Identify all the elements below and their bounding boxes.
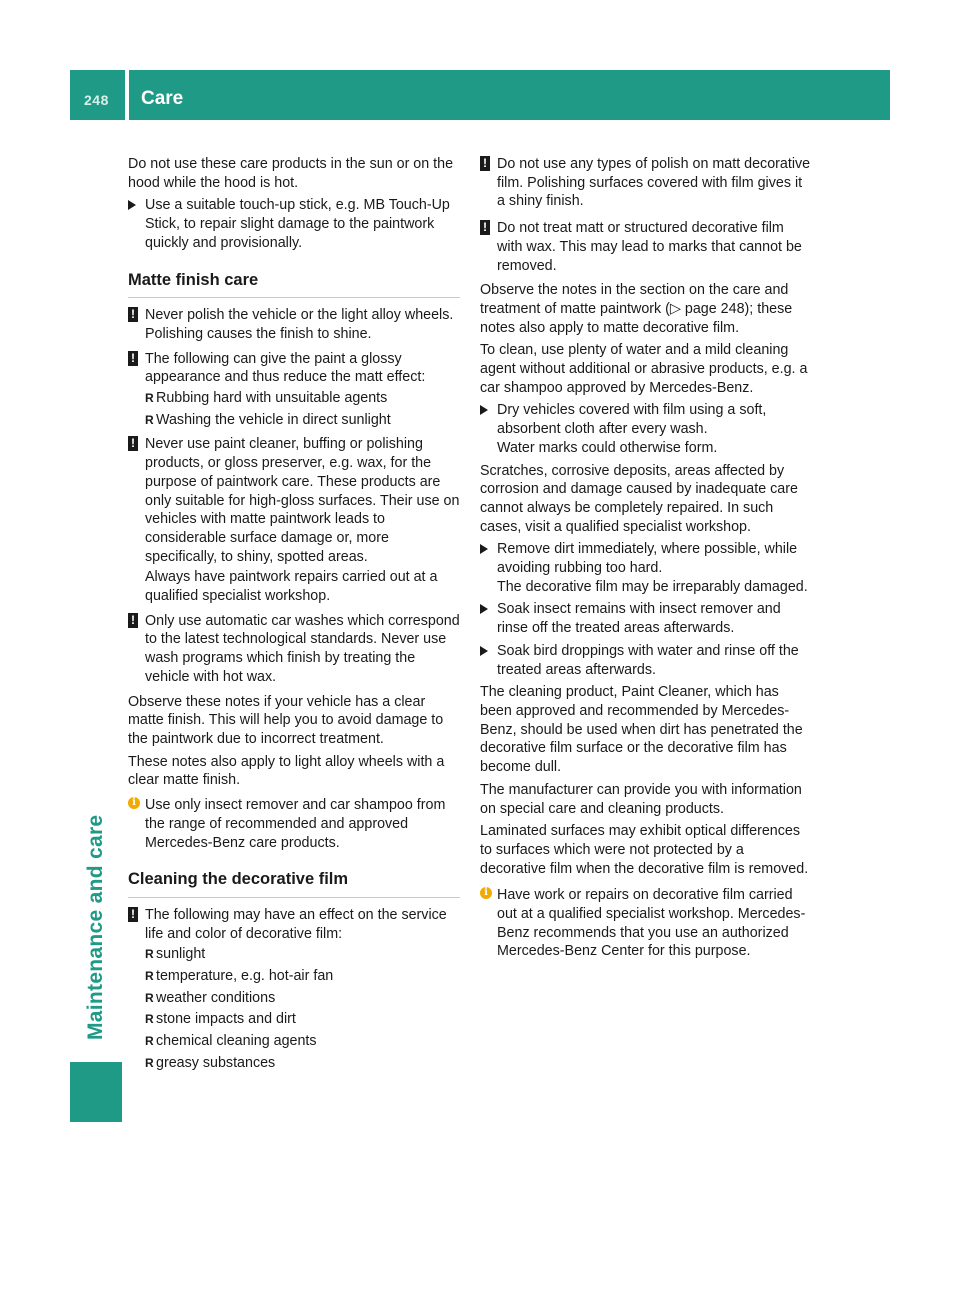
warning-text: Do not treat matt or structured decorative film with wax. This may lead to marks that cannot be removed.	[497, 220, 802, 274]
action-arrow-icon	[480, 646, 488, 656]
warning-continuation: Always have paintwork repairs carried out at a qualified specialist workshop.	[145, 569, 438, 605]
heading-matte-finish-care: Matte finish care	[128, 271, 460, 299]
action-step-bird: Soak bird droppings with water and rinse off the treated areas afterwards.	[480, 642, 812, 679]
action-step-insect: Soak insect remains with insect remover and rinse off the treated areas afterwards.	[480, 600, 812, 637]
action-text: Use a suitable touch-up stick, e.g. MB Touch-Up Stick, to repair slight damage to the paintwork quickly and provisionally.	[145, 197, 450, 251]
info-note	[128, 796, 460, 852]
warning-icon: !	[128, 907, 138, 922]
page-number: 248	[84, 92, 109, 108]
bullet-icon: R	[145, 947, 154, 962]
list-item: R stone impacts and dirt	[145, 1011, 296, 1028]
warning-icon: !	[128, 307, 138, 322]
paragraph-observe: Observe these notes if your vehicle has a clear matte finish. This will help you to avoid damage to the paintwork due to incorrect treatment.	[128, 693, 444, 747]
list-item: R weather conditions	[145, 989, 276, 1006]
info-note	[480, 886, 812, 961]
heading-cleaning-decorative-film: Cleaning the decorative film	[128, 870, 460, 898]
bullet-icon: R	[145, 391, 154, 406]
warning-note	[128, 435, 460, 566]
paragraph-laminated: Laminated surfaces may exhibit optical differences to surfaces which were not protected by a decorative film when the decorative film is removed.	[480, 823, 809, 877]
action-arrow-icon	[480, 604, 488, 614]
header-bar	[70, 70, 890, 120]
action-arrow-icon	[480, 544, 488, 554]
action-result: The decorative film may be irreparably damaged.	[497, 578, 808, 595]
page-reference-link[interactable]: (▷ page 248); these notes also apply to matte decorative film.	[480, 300, 793, 336]
warning-text: Never polish the vehicle or the light alloy wheels. Polishing causes the finish to shine.	[145, 307, 454, 342]
warning-note	[128, 306, 460, 343]
info-icon: i	[128, 797, 140, 809]
warning-note	[480, 155, 812, 211]
paragraph-alloy: These notes also apply to light alloy wheels with a clear matte finish.	[128, 753, 445, 789]
header-divider	[125, 70, 129, 120]
paragraph-observe-notes: Observe the notes in the section on the care and treatment of matte paintwork (▷ page 248); these notes also apply to matte decorative film.	[480, 282, 793, 336]
warning-text: Do not use any types of polish on matt decorative film. Polishing surfaces covered with film gives it a shiny finish.	[497, 156, 811, 210]
action-arrow-icon	[128, 200, 136, 210]
action-arrow-icon	[480, 405, 488, 415]
warning-icon: !	[128, 436, 138, 451]
list-item: R Washing the vehicle in direct sunlight	[145, 411, 391, 428]
warning-icon: !	[128, 613, 138, 628]
warning-text: The following can give the paint a glossy appearance and thus reduce the matt effect:	[145, 350, 426, 386]
action-step-remove-dirt: Remove dirt immediately, where possible, while avoiding rubbing too hard. The decorative film may be irreparably damaged.	[480, 540, 812, 596]
paragraph-scratches: Scratches, corrosive deposits, areas affected by corrosion and damage caused by inadequate care cannot always be completely repaired. In such cases, visit a qualified specialist workshop.	[480, 462, 798, 535]
paragraph-manufacturer: The manufacturer can provide you with information on special care and cleaning products.	[480, 781, 802, 817]
paragraph-paint-cleaner: The cleaning product, Paint Cleaner, which has been approved and recommended by Mercedes-Benz, should be used when dirt has penetrated the decorative film surface or the decorative film has become dull.	[480, 684, 803, 776]
list-item: R greasy substances	[145, 1054, 276, 1071]
bullet-list	[145, 945, 460, 1072]
left-column	[128, 155, 460, 1079]
bullet-icon: R	[145, 412, 154, 427]
bullet-list	[145, 389, 460, 429]
paragraph-clean: To clean, use plenty of water and a mild cleaning agent without additional or abrasive products, e.g. a car shampoo approved by Mercedes-Benz.	[480, 342, 808, 396]
intro-paragraph: Do not use these care products in the sun or on the hood while the hood is hot.	[128, 156, 454, 191]
warning-note	[128, 612, 460, 687]
bullet-icon: R	[145, 1055, 154, 1070]
warning-note	[480, 219, 812, 275]
bullet-icon: R	[145, 969, 154, 984]
action-step-touchup	[128, 196, 460, 252]
list-item: R temperature, e.g. hot-air fan	[145, 968, 334, 985]
info-icon: i	[480, 887, 492, 899]
warning-text: The following may have an effect on the service life and color of decorative film:	[145, 906, 447, 942]
action-step-dry: Dry vehicles covered with film using a soft, absorbent cloth after every wash. Water marks could otherwise form.	[480, 401, 812, 457]
info-text: Use only insect remover and car shampoo from the range of recommended and approved Mercedes-Benz care products.	[145, 797, 446, 851]
warning-icon: !	[128, 351, 138, 366]
right-column	[480, 155, 812, 967]
bullet-icon: R	[145, 1034, 154, 1049]
list-item: R sunlight	[145, 946, 206, 963]
warning-note	[128, 906, 460, 943]
warning-icon: !	[480, 156, 490, 171]
side-tab-label: Maintenance and care	[84, 814, 107, 1040]
warning-text: Never use paint cleaner, buffing or polishing products, or gloss preserver, e.g. wax, for the purpose of paintwork care. These products are only suitable for high-gloss surfaces. Their use on vehicles with matte paintwork leads to considerable surface damage or, more specifically, to shiny, spotted areas.	[145, 436, 460, 565]
list-item: R Rubbing hard with unsuitable agents	[145, 390, 388, 407]
warning-icon: !	[480, 220, 490, 235]
side-tab-block	[70, 1062, 122, 1122]
bullet-icon: R	[145, 1012, 154, 1027]
list-item: R chemical cleaning agents	[145, 1033, 317, 1050]
bullet-icon: R	[145, 990, 154, 1005]
info-text: Have work or repairs on decorative film carried out at a qualified specialist workshop. Mercedes-Benz recommends that you use an authorized Mercedes-Benz Center for this purpose.	[497, 887, 806, 960]
section-title: Care	[141, 88, 184, 109]
warning-note	[128, 350, 460, 387]
action-result: Water marks could otherwise form.	[497, 439, 718, 456]
warning-text: Only use automatic car washes which correspond to the latest technological standards. Never use wash programs which finish by treating the vehicle with hot wax.	[145, 612, 460, 685]
